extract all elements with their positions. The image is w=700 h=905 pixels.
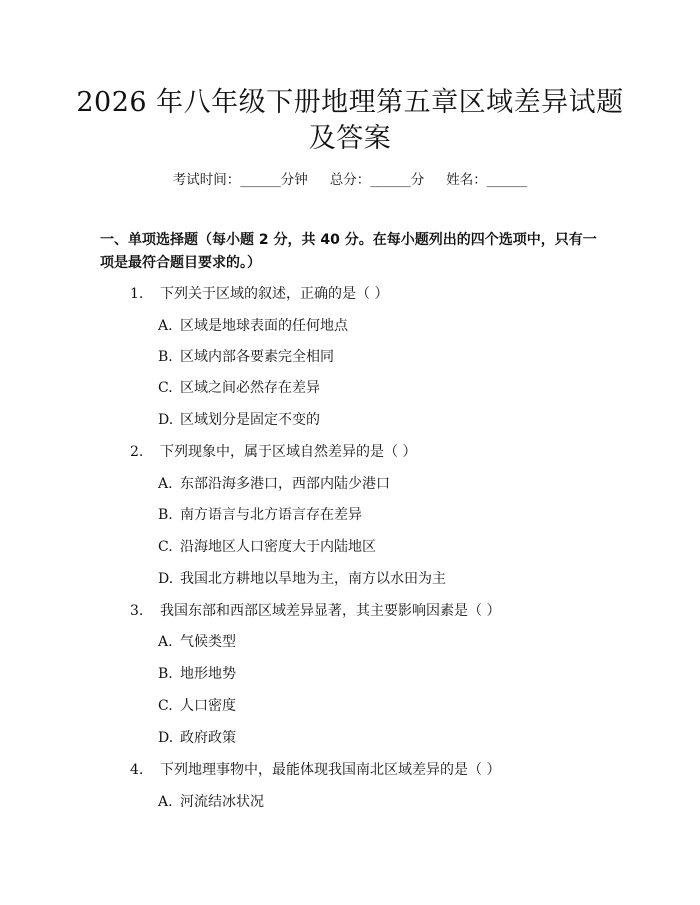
- option-letter: D.: [158, 571, 174, 587]
- option-letter: A.: [158, 794, 173, 810]
- option: [158, 631, 236, 651]
- option-text: 地形地势: [180, 666, 236, 682]
- option-text: 政府政策: [180, 730, 236, 746]
- section-heading: 一、单项选择题（每小题 2 分，共 40 分。在每小题列出的四个选项中，只有一项是最符合题目要求的。）: [100, 232, 597, 271]
- option: [158, 663, 236, 683]
- option-text: 人口密度: [180, 698, 236, 714]
- option-text: 区域划分是固定不变的: [180, 412, 320, 428]
- option: [158, 346, 334, 366]
- option-letter: A.: [158, 634, 173, 650]
- question-4: [130, 759, 500, 779]
- option: [158, 791, 264, 811]
- question-text: 我国东部和西部区域差异显著，其主要影响因素是（ ）: [160, 603, 501, 619]
- option-letter: B.: [158, 507, 173, 523]
- total-score-field: 总分：______分: [329, 172, 425, 188]
- option: [158, 315, 348, 335]
- option-letter: C.: [158, 380, 173, 396]
- question-number: 4.: [130, 762, 144, 778]
- option: [158, 727, 236, 747]
- option-letter: D.: [158, 730, 174, 746]
- document-title-line2: 及答案: [308, 123, 392, 154]
- option-text: 区域是地球表面的任何地点: [180, 318, 348, 334]
- option-letter: A.: [158, 318, 173, 334]
- question-text: 下列现象中，属于区域自然差异的是（ ）: [160, 444, 417, 460]
- option: [158, 473, 390, 493]
- question-2: [130, 441, 416, 461]
- question-1: [130, 283, 388, 303]
- student-name-field: 姓名：______: [446, 172, 528, 188]
- option-letter: B.: [158, 349, 173, 365]
- option-letter: A.: [158, 476, 173, 492]
- option-letter: D.: [158, 412, 174, 428]
- question-number: 1.: [130, 286, 144, 302]
- exam-meta: [0, 168, 700, 188]
- option: [158, 695, 236, 715]
- question-number: 2.: [130, 444, 144, 460]
- option-text: 南方语言与北方语言存在差异: [180, 507, 362, 523]
- option-text: 我国北方耕地以旱地为主，南方以水田为主: [180, 571, 446, 587]
- option-text: 气候类型: [180, 634, 236, 650]
- option: [158, 504, 362, 524]
- option-text: 东部沿海多港口，西部内陆少港口: [180, 476, 390, 492]
- document-title-line1: 2026 年八年级下册地理第五章区域差异试题: [76, 87, 624, 118]
- option-letter: B.: [158, 666, 173, 682]
- option-letter: C.: [158, 698, 173, 714]
- question-text: 下列地理事物中，最能体现我国南北区域差异的是（ ）: [160, 762, 501, 778]
- option: [158, 536, 376, 556]
- question-3: [130, 600, 500, 620]
- option-text: 区域内部各要素完全相同: [180, 349, 334, 365]
- option-letter: C.: [158, 539, 173, 555]
- exam-time-field: 考试时间：______分钟: [172, 172, 308, 188]
- option-text: 河流结冰状况: [180, 794, 264, 810]
- option: [158, 409, 320, 429]
- option-text: 沿海地区人口密度大于内陆地区: [180, 539, 376, 555]
- question-text: 下列关于区域的叙述，正确的是（ ）: [160, 286, 389, 302]
- option: [158, 377, 320, 397]
- question-number: 3.: [130, 603, 144, 619]
- option-text: 区域之间必然存在差异: [180, 380, 320, 396]
- option: [158, 568, 446, 588]
